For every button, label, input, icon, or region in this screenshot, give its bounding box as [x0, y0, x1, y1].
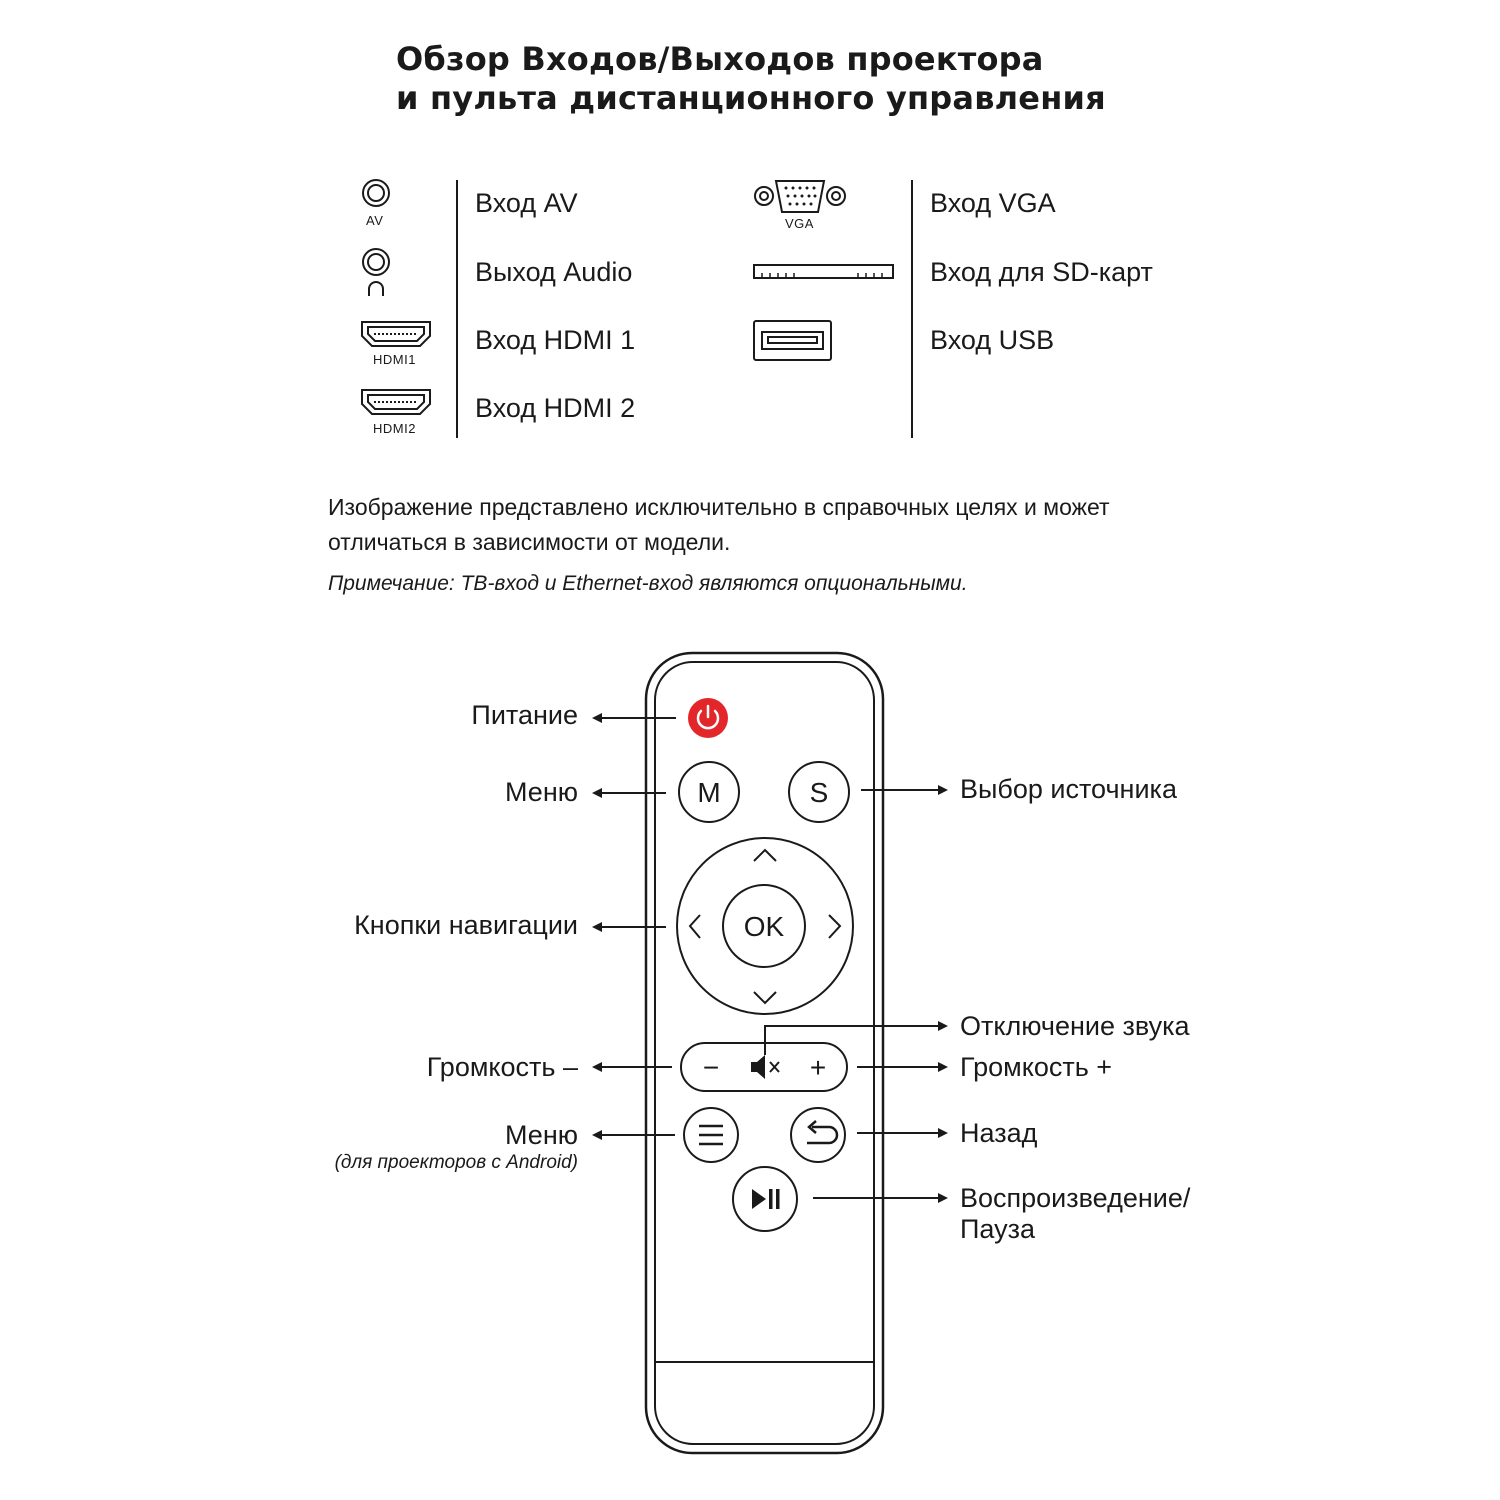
- hdmi1-icon-caption: HDMI1: [373, 352, 416, 367]
- title-line-2: и пульта дистанционного управления: [396, 79, 1106, 117]
- label-play-pause-line2: Пауза: [960, 1214, 1036, 1244]
- port-label-hdmi2: Вход HDMI 2: [475, 393, 636, 423]
- vga-port-icon: [755, 181, 845, 212]
- ok-button-label: OK: [743, 911, 785, 942]
- port-label-usb: Вход USB: [930, 325, 1055, 355]
- usb-port-icon: [754, 321, 831, 360]
- label-menu-android: Меню: [505, 1120, 578, 1150]
- volume-up-button[interactable]: +: [809, 1052, 827, 1083]
- port-label-vga: Вход VGA: [930, 188, 1056, 218]
- label-nav-buttons: Кнопки навигации: [354, 910, 578, 940]
- source-button-label: S: [809, 777, 829, 808]
- hdmi2-icon-caption: HDMI2: [373, 421, 416, 436]
- label-source-select: Выбор источника: [960, 774, 1177, 804]
- port-label-sd: Вход для SD-карт: [930, 257, 1153, 287]
- headphone-jack-icon: [363, 249, 389, 296]
- label-power: Питание: [471, 700, 578, 730]
- disclaimer-text: Изображение представлено исключительно в справочных целях и может отличаться в зависимости от модели.: [328, 494, 1110, 555]
- label-volume-up: Громкость +: [960, 1052, 1113, 1082]
- ok-button[interactable]: [723, 885, 805, 967]
- source-button[interactable]: [789, 762, 849, 822]
- volume-down-button[interactable]: −: [702, 1052, 720, 1083]
- menu-button[interactable]: [679, 762, 739, 822]
- hdmi-port-icon: [362, 390, 430, 414]
- menu-button-label: M: [697, 777, 721, 808]
- sd-card-slot-icon: [754, 265, 893, 278]
- av-icon-caption: AV: [366, 213, 384, 228]
- back-button[interactable]: [791, 1108, 845, 1162]
- label-play-pause-line1: Воспроизведение/: [960, 1183, 1191, 1213]
- label-menu-android-note: (для проекторов с Android): [334, 1152, 578, 1173]
- port-label-av: Вход AV: [475, 188, 578, 218]
- av-jack-icon: [363, 180, 389, 206]
- title-line-1: Обзор Входов/Выходов проектора: [396, 40, 1044, 78]
- port-label-hdmi1: Вход HDMI 1: [475, 325, 636, 355]
- label-menu: Меню: [505, 777, 578, 807]
- android-menu-button[interactable]: [684, 1108, 738, 1162]
- note-text: Примечание: ТВ-вход и Ethernet-вход являются опциональными.: [328, 572, 968, 595]
- label-mute: Отключение звука: [960, 1011, 1190, 1041]
- port-label-audio: Выход Audio: [475, 257, 633, 287]
- hdmi-port-icon: [362, 322, 430, 346]
- label-volume-down: Громкость –: [426, 1052, 578, 1082]
- vga-icon-caption: VGA: [785, 216, 814, 231]
- label-back: Назад: [960, 1118, 1038, 1148]
- power-button[interactable]: [688, 698, 728, 738]
- play-pause-button[interactable]: [733, 1167, 797, 1231]
